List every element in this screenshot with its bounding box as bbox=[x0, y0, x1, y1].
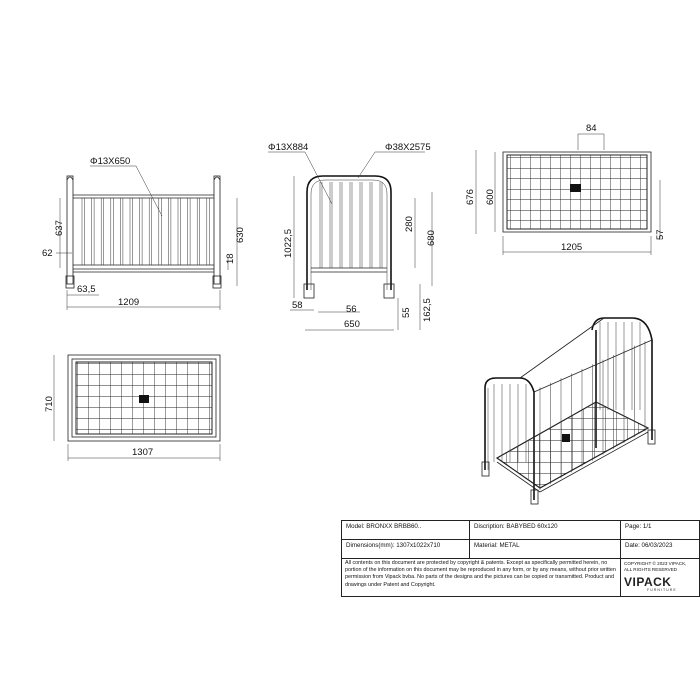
copyright-notice: All contents on this document are protected by copyright & patents. Except as specifically permitted herein, no portion of the information on this document may be reproduced in any form, or by any means, without prior written permission from Vipack bvba. No parts of the designs and the pictures can be copied or transmitted. Product and drawings under Patent and Copyright. bbox=[342, 559, 621, 597]
side-w2-label: 56 bbox=[346, 304, 357, 315]
front-h1-label: 637 bbox=[54, 220, 65, 236]
top-w-label: 1307 bbox=[132, 447, 154, 458]
logo-box bbox=[621, 559, 700, 597]
back-top-label: 84 bbox=[586, 123, 597, 134]
top-view bbox=[44, 355, 220, 461]
side-view bbox=[268, 142, 437, 330]
side-h2-label: 280 bbox=[404, 216, 415, 232]
front-view bbox=[42, 156, 246, 310]
back-h1-label: 676 bbox=[465, 189, 476, 205]
front-w1-label: 63,5 bbox=[77, 284, 96, 295]
date-field: Date: 06/03/2023 bbox=[621, 540, 700, 559]
side-h4-label: 55 bbox=[401, 307, 412, 318]
title-block bbox=[341, 520, 700, 597]
front-h4-label: 18 bbox=[225, 253, 236, 264]
front-h2-label: 630 bbox=[235, 227, 246, 243]
model-field: Model: BRONXX BRBB60.. bbox=[342, 521, 470, 540]
vipack-logo: VIPACK bbox=[624, 575, 672, 589]
front-rod-label: Φ13X650 bbox=[90, 156, 131, 167]
side-w3-label: 650 bbox=[344, 319, 360, 330]
back-w-label: 1205 bbox=[561, 242, 583, 253]
front-w2-label: 1209 bbox=[118, 297, 140, 308]
side-w1-label: 58 bbox=[292, 300, 303, 311]
top-h-label: 710 bbox=[44, 396, 55, 412]
side-h5-label: 162,5 bbox=[422, 298, 433, 322]
copyright-line-2: ALL RIGHTS RESERVED bbox=[624, 566, 678, 572]
front-h3-label: 62 bbox=[42, 248, 53, 259]
side-rod2-label: Φ38X2575 bbox=[385, 142, 431, 153]
page-field: Page: 1/1 bbox=[621, 521, 700, 540]
base-panel-view bbox=[465, 123, 666, 255]
back-h3-label: 57 bbox=[655, 229, 666, 240]
side-h3-label: 680 bbox=[426, 230, 437, 246]
isometric-view bbox=[482, 318, 655, 504]
vipack-logo-sub: FURNITURE bbox=[647, 588, 677, 592]
copyright-line-1: COPYRIGHT © 2023 VIPACK, bbox=[624, 561, 687, 566]
back-h2-label: 600 bbox=[485, 189, 496, 205]
material-field: Material: METAL bbox=[470, 540, 621, 559]
description-field: Discription: BABYBED 60x120 bbox=[470, 521, 621, 540]
dimensions-field: Dimensions(mm): 1307x1022x710 bbox=[342, 540, 470, 559]
side-rod1-label: Φ13X884 bbox=[268, 142, 309, 153]
side-h1-label: 1022,5 bbox=[283, 228, 294, 258]
